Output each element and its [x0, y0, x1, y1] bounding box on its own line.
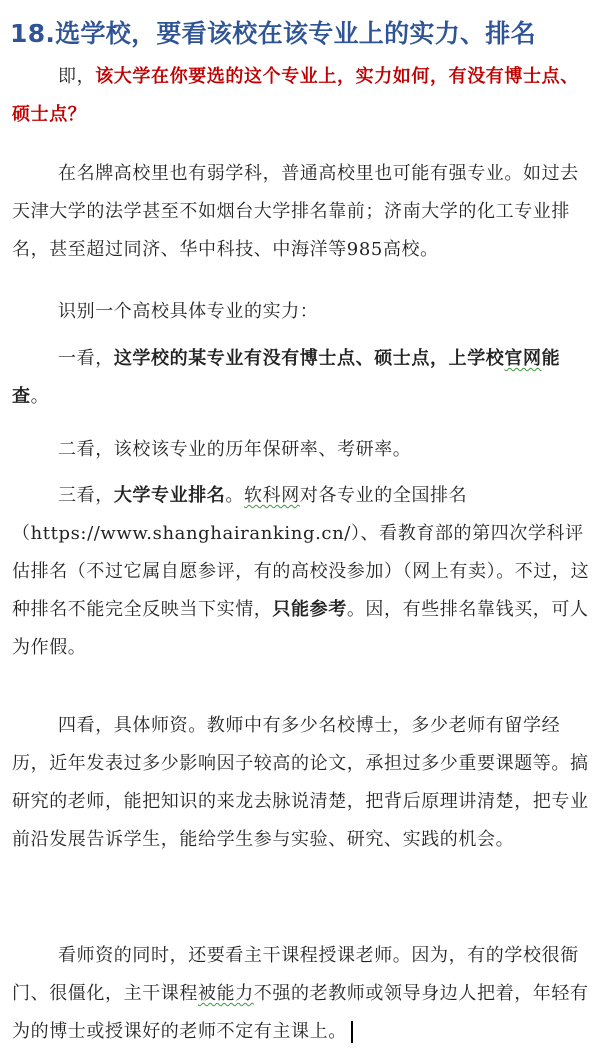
- item-1-tail: 。: [30, 386, 50, 407]
- item-1-bold-c: 能查: [12, 348, 561, 407]
- item-3-tail: 。因，有些排名靠钱买，可人为作假。: [12, 599, 589, 658]
- final-wavy: 被能力: [198, 983, 254, 1004]
- examples-paragraph: 在名牌高校里也有弱学科，普通高校里也可能有强专业。如过去天津大学的法学甚至不如烟台大学排名靠前；济南大学的化工专业排名，甚至超过同济、华中科技、中海洋等985高校。: [12, 163, 579, 260]
- final-part-b: 不强的老教师或领导身边人把着，年轻有为的博士或授课好的老师不定有主课上。: [12, 983, 589, 1042]
- item-1-bold-a: 这学校的某专业有没有博士点、硕士点，上学校: [113, 348, 505, 369]
- item-3-mid-c: 对各专业的全国排名（https://www.shanghairanking.cn/）、看教育部的第四次学科评估排名（不过它属自愿参评，有的高校没参加）（网上有卖）。不过，这种排名不能完全反映当下实情，: [12, 485, 590, 620]
- item-3-bold-2: 只能参考: [272, 599, 347, 620]
- identify-paragraph: 识别一个高校具体专业的实力：: [58, 301, 319, 322]
- intro-lead: 即，: [58, 66, 96, 87]
- item-1-paragraph: [12, 340, 590, 416]
- final-paragraph: [12, 937, 590, 1051]
- item-1-bold-b: 官网: [504, 348, 542, 369]
- item-3-mid-a: 。: [225, 485, 245, 506]
- item-1-lead: 一看，: [58, 348, 114, 369]
- section-heading: 18.选学校，要看该校在该专业上的实力、排名: [10, 19, 536, 48]
- item-2-paragraph: 二看，该校该专业的历年保研率、考研率。: [58, 439, 412, 460]
- item-3-bold: 大学专业排名: [113, 485, 226, 506]
- item-3-mid-b: 软科网: [244, 485, 300, 506]
- intro-emphasis: 该大学在你要选的这个专业上，实力如何，有没有博士点、硕士点？: [12, 66, 579, 125]
- item-3-lead: 三看，: [58, 485, 114, 506]
- item-4-paragraph: 四看，具体师资。教师中有多少名校博士，多少老师有留学经历，近年发表过多少影响因子较高的论文，承担过多少重要课题等。搞研究的老师，能把知识的来龙去脉说清楚，把背后原理讲清楚，把专业前沿发展告诉学生，能给学生参与实验、研究、实践的机会。: [12, 715, 589, 850]
- item-3-paragraph: [12, 477, 590, 667]
- final-part-a: 看师资的同时，还要看主干课程授课老师。因为，有的学校很衙门、很僵化，主干课程: [12, 945, 579, 1004]
- intro-paragraph: [12, 58, 590, 134]
- text-cursor: [351, 1021, 353, 1043]
